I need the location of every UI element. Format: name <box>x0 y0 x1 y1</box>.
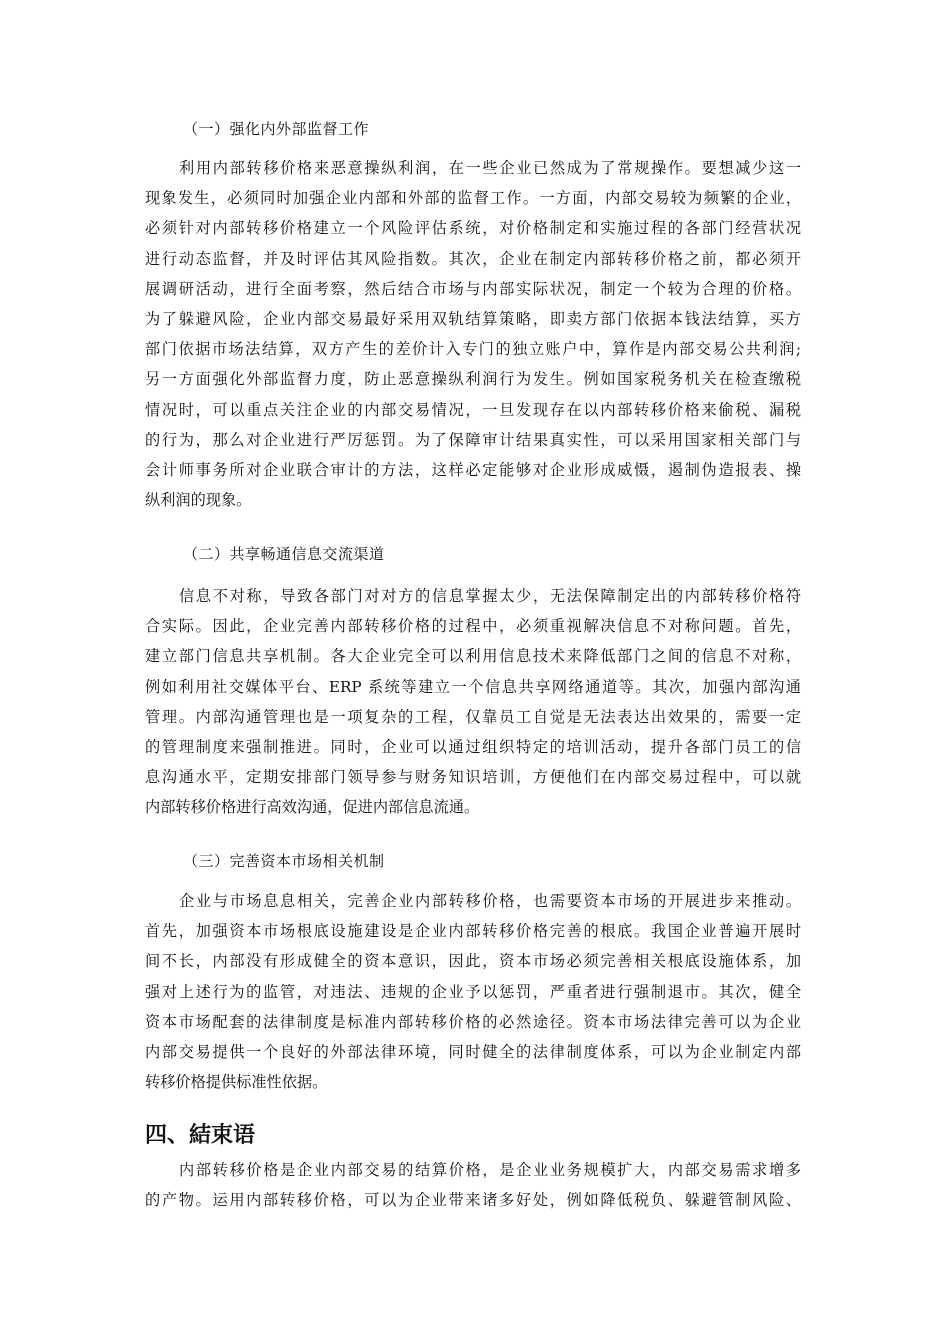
text-line: 内部转移价格进行高效沟通，促进内部信息流通。 <box>145 798 480 817</box>
text-line: 进行动态监督，并及时评估其风险指数。其次，企业在制定内部转移价格之前，都必须开 <box>145 249 801 268</box>
text-line: 内部转移价格是企业内部交易的结算价格，是企业业务规模扩大，内部交易需求增多 <box>179 1161 801 1179</box>
section-heading-3: （三）完善资本市场相关机制 <box>183 852 385 870</box>
text-line: 例如利用社交媒体平台、ERP 系统等建立一个信息共享网络通道等。其次，加强内部沟通 <box>145 677 801 696</box>
text-line: 建立部门信息共享机制。各大企业完全可以利用信息技术来降低部门之间的信息不对称， <box>145 647 801 666</box>
section-heading-1: （一）强化内外部监督工作 <box>183 120 370 138</box>
text-line: 为了躲避风险，企业内部交易最好采用双轨结算策略，即卖方部门依据本钱法结算，买方 <box>145 309 801 328</box>
text-line: 另一方面强化外部监督力度，防止恶意操纵利润行为发生。例如国家税务机关在检查缴税 <box>145 370 801 389</box>
section-body-1 <box>145 153 801 515</box>
text-line: 首先，加强资本市场根底设施建设是企业内部转移价格完善的根底。我国企业普遍开展时 <box>145 922 801 941</box>
text-line: 会计师事务所对企业联合审计的方法，这样必定能够对企业形成威慑，遏制伪造报表、操 <box>145 460 801 479</box>
text-line: 的管理制度来强制推进。同时，企业可以通过组织特定的培训活动，提升各部门员工的信 <box>145 737 801 756</box>
text-line: 部门依据市场法结算，双方产生的差价计入专门的独立账户中，算作是内部交易公共利润; <box>145 340 801 359</box>
text-line: 情况时，可以重点关注企业的内部交易情况，一旦发现存在以内部转移价格来偷税、漏税 <box>145 400 801 419</box>
text-line: 内部交易提供一个良好的外部法律环境，同时健全的法律制度体系，可以为企业制定内部 <box>145 1042 801 1061</box>
text-line: 的行为，那么对企业进行严厉惩罚。为了保障审计结果真实性，可以采用国家相关部门与 <box>145 430 801 449</box>
text-line: 现象发生，必须同时加强企业内部和外部的监督工作。一方面，内部交易较为频繁的企业， <box>145 189 801 208</box>
text-line: 展调研活动，进行全面考察，然后结合市场与内部实际状况，制定一个较为合理的价格。 <box>145 279 801 298</box>
conclusion-heading: 四、結束语 <box>145 1123 256 1148</box>
text-line: 必须针对内部转移价格建立一个风险评估系统，对价格制定和实施过程的各部门经营状况 <box>145 219 801 238</box>
text-line: 资本市场配套的法律制度是标准内部转移价格的必然途径。资本市场法律完善可以为企业 <box>145 1012 801 1031</box>
text-line: 合实际。因此，企业完善内部转移价格的过程中，必须重视解决信息不对称问题。首先， <box>145 617 801 636</box>
text-line: 企业与市场息息相关，完善企业内部转移价格，也需要资本市场的开展进步来推动。 <box>179 892 801 910</box>
text-line: 息沟通水平，定期安排部门领导参与财务知识培训，方便他们在内部交易过程中，可以就 <box>145 768 801 787</box>
text-line: 的产物。运用内部转移价格，可以为企业带来诸多好处，例如降低税负、躲避管制风险、 <box>145 1191 801 1210</box>
section-body-2 <box>145 581 801 823</box>
text-line: 纵利润的现象。 <box>145 491 252 510</box>
section-heading-2: （二）共享畅通信息交流渠道 <box>183 545 385 563</box>
text-line: 转移价格提供标准性依据。 <box>145 1073 328 1092</box>
text-line: 强对上述行为的监管，对违法、违规的企业予以惩罚，严重者进行强制退市。其次，健全 <box>145 982 801 1001</box>
text-line: 管理。内部沟通管理也是一项复杂的工程，仅靠员工自觉是无法表达出效果的，需要一定 <box>145 707 801 726</box>
text-line: 利用内部转移价格来恶意操纵利润，在一些企业已然成为了常规操作。要想减少这一 <box>179 159 801 177</box>
section-body-3 <box>145 886 801 1097</box>
conclusion-body <box>145 1155 801 1215</box>
text-line: 间不长，内部没有形成健全的资本意识，因此，资本市场必须完善相关根底设施体系，加 <box>145 952 801 971</box>
text-line: 信息不对称，导致各部门对对方的信息掌握太少，无法保障制定出的内部转移价格符 <box>179 587 801 605</box>
